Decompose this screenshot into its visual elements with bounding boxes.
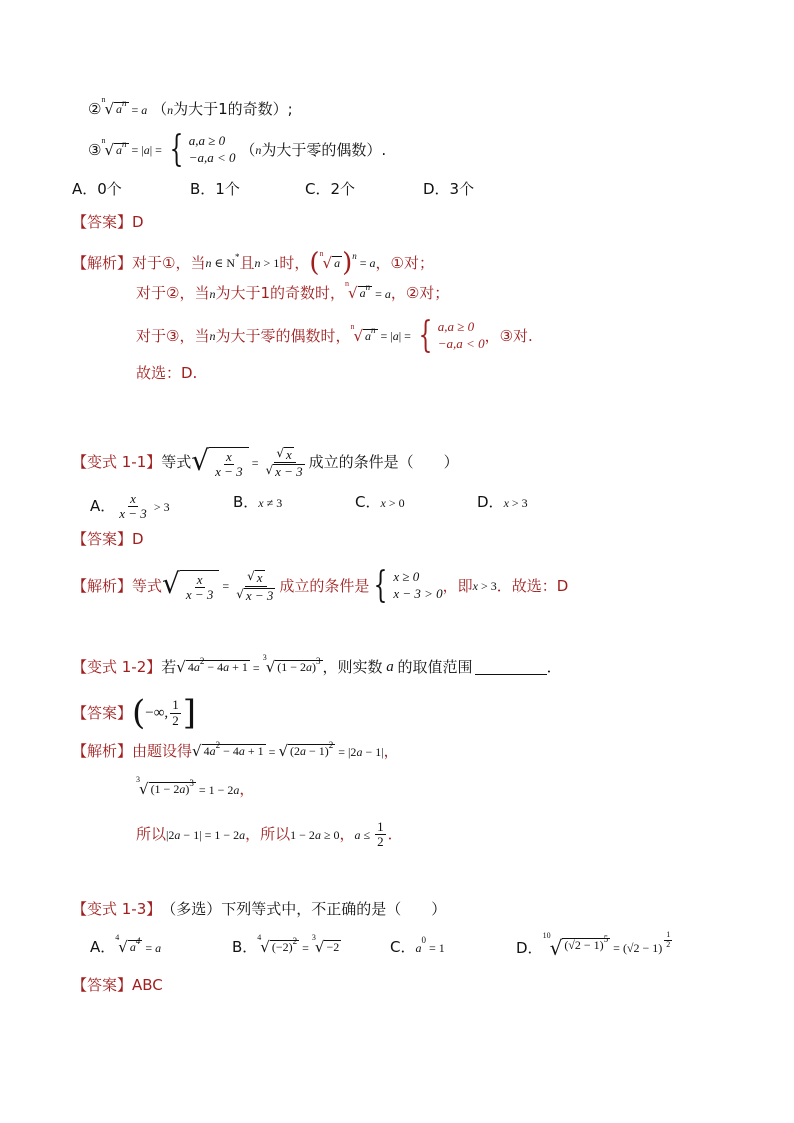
variant-1-3-option-d: D． 10 √ $(√2 - 1)^5$ = (√2 − 1) $\frac{1}{2}$ [516,929,671,960]
option-c: C．2个 [305,180,356,198]
analysis-1-line-1: 【解析】 对于①，当 n ∈ N* 且 n > 1 时， ( n √ a ) n = a ，①对； [72,248,434,278]
analysis-1-line-2: 对于②，当 n 为大于1的奇数时， n √ $a^n$ = a ，②对； [136,279,450,302]
item-3: ③ n √ $a^n$ = | a | = { a,a ≥ 0 −a,a < 0 （ n 为大于零的偶数）. [88,129,387,170]
analysis-1-line-4: 故选：D. [136,364,198,382]
option-b: B．1个 [190,180,240,198]
variant-1-1-option-a: A． $\frac{x}{x - 3}$ > 3 [90,491,170,522]
variant-1-2-analysis-line-2: 3 √ $(1 - 2a)^3$ = 1 − 2a ， [136,775,255,798]
analysis-1-line-3: 对于③，当 n 为大于零的偶数时， n √ $a^n$ = | a | = { a,a ≥ 0 −a,a < 0 ，③对. [136,315,533,356]
variant-1-1-option-d: D． x > 3 [477,493,528,511]
item-2: ② n √ $a^n$ = a （ n 为大于1的奇数）; [88,95,293,118]
variant-1-3-answer: 【答案】 ABC [72,976,163,994]
variant-1-1-option-c: C． x > 0 [355,493,405,511]
variant-1-1-option-b: B． x ≠ 3 [233,493,283,511]
variant-1-2-question: 【变式 1-2】 若 √ $4a^2 - 4a + 1$ = 3 √ $(1 - 2a)^3$ ，则实数 a 的取值范围 ． [72,653,562,676]
option-d: D．3个 [423,180,475,198]
fill-in-blank [475,660,547,675]
variant-1-3-option-a: A． 4 √ $a^4$ = a [90,933,162,956]
piecewise: { a,a ≥ 0 −a,a < 0 [169,129,236,170]
variant-1-1-answer: 【答案】 D [72,530,144,548]
variant-1-2-analysis-line-3: 所以 |2a − 1| = 1 − 2a ，所以 1 − 2a ≥ 0 ， a ≤ $\frac{1}{2}$ ． [136,819,403,850]
variant-1-3-option-c: C． a 0 = 1 [390,935,445,956]
variant-1-3-option-b: B． 4 √ $(-2)^2$ = 3 √ −2 [232,933,340,956]
answer-1: 【答案】 D [72,213,144,231]
nth-root-expr: n √ $a^n$ [101,95,127,118]
variant-1-1-analysis: 【解析】 等式 √ $\frac{x}{x - 3}$ = √ x √ x − 3 成立的条件是 { x ≥ 0 x − 3 > 0 ，即 x > 3 ．故选：D [72,565,569,606]
variant-1-3-question: 【变式 1-3】 （多选）下列等式中，不正确的是（ ） [72,900,447,918]
variant-1-2-analysis-line-1: 【解析】 由题设得 √ $4a^2 - 4a + 1$ = √ $(2a - 1)^2$ = |2a − 1| ， [72,740,399,760]
variant-1-1-question: 【变式 1-1】 等式 √ $\frac{x}{x - 3}$ = √ x √ x − 3 成立的条件是（ ） [72,443,459,480]
option-a: A．0个 [72,180,122,198]
variant-1-2-answer: 【答案】 ( −∞, $\frac{1}{2}$ ] [72,693,196,733]
